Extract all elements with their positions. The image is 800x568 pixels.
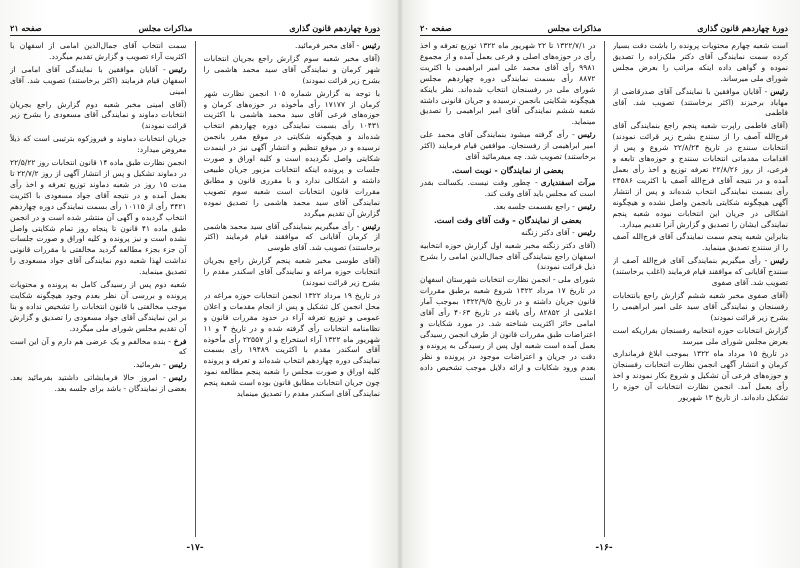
paragraph-text: (آقای امینی مخبر شعبه دوم گزارش راجع بجریان انتخابات دماوند و نمایندگی آقای مسعودی را بشرح زیر قرائت نمودند) — [10, 99, 187, 131]
transcript-paragraph — [420, 41, 596, 128]
paragraph-text: جریان انتخابات دماوند و فیروزکوه بترتیبی است که ذیلاً معروض میدارد: — [10, 134, 187, 155]
right-page-subtitle: دورهٔ چهاردهم قانون گذاری — [697, 23, 788, 33]
speaker-name: رئیس — [168, 360, 187, 370]
column-divider — [195, 41, 196, 537]
paragraph-text: - چطور وقت نیست. بکسالت بقدر است که مجلس باید آقای وقت کند. — [420, 177, 596, 198]
paragraph-text: شعبه دوم پس از رسیدگی کامل به پرونده و محتویات پرونده و بررسی آن نظر بعدم وجود هیچگونه شکایت موجب مخالفتی با قانون انتخابات را تشخیص نداده و بنا بر این نمایندگی آقای جواد مسعودی را تصدیق و گزارش آن تقدیم مجلس شورای ملی میگردد. — [10, 280, 187, 333]
speaker-name: رئیس — [168, 64, 187, 74]
paragraph-text: - آقایان موافقین با نمایندگی آقای امامی از اسفهان قیام فرمایند (اکثر برخاستند) تصویب شد. آقای امینی — [10, 64, 187, 96]
transcript-paragraph — [204, 41, 381, 52]
speaker-interjection — [420, 165, 596, 175]
paragraph-text: (آقای دکتر زنگنه مخبر شعبه اول گزارش حوزه انتخابیه اسفهان راجع بنمایندگی آقای جمال‌الدین امامی را بشرح ذیل قرائت نمودند) — [420, 240, 596, 272]
paragraph-text: - بفرمائید. — [133, 360, 166, 370]
paragraph-text: - آقای مخبر فرمائید. — [294, 41, 360, 50]
left-page-title: مذاکرات مجلس — [138, 23, 193, 33]
paragraph-text: در تاریخ ۱۹ مرداد ۱۳۲۲ انجمن انتخابات حوزه مراغه در محل انجمن کل تشکیل و پس از انجام مقدمات و اعلان عمومی و توزیع تعرفه آراء در حدود مقررات قانون و نظامنامه انتخابات رأی گرفته شده و در تاریخ ۴ و ۱۱ شهریور ماه ۱۳۲۲ آراء استخراج و از ۲۲۵۵۷ رأی مأخوذه آقای اسکندر مقدم با اکثریت ۱۹۴۸۹ رأی بسمت نمایندگی دوره چهاردهم انتخاب شده‌اند و تعرفه و پرونده کلیه اوراق و صورت مجلس را شعبه پنجم مطالعه نمود چون جریان انتخابات مطابق قانون بوده است شعبه پنجم نمایندگی آقای اسکندر مقدم را تصدیق مینماید — [203, 290, 380, 399]
paragraph-text: انجمن نظارت طبق ماده ۱۴ قانون انتخابات روز ۲۲/۵/۲۲ در دماوند تشکیل و پس از انتشار آگهی از روز ۲۲/۷/۲ تا مدت ۱۵ روز در شعبه دماوند توزیع تعرفه و اخذ رأی بعمل آمده و در نتیجه آقای جواد مسعودی با اکثریت ۳۴۲۱ رأی از ۱۰۱۱۵ رأی بسمت نمایندگی دوره چهاردهم انتخاب گردیده و آگهی آن منتشر شده است و در انجمن طبق ماده ۴۱ قانون تا پنجاه روز تمام شکایتی واصل نشده است و نیز پرونده و کلیه اوراق و صورت جلسات آن جزء بجزء مطالعه گردید مخالفتی با مقررات قانونی نداشت لهذا شعبه دوم نمایندگی آقای جواد مسعودی را تصدیق مینماید. — [10, 158, 187, 277]
paragraph-text: - آقای دکتر زنگنه — [521, 227, 575, 237]
left-page-number: صفحه ۲۱ — [10, 23, 42, 33]
right-page-header — [420, 9, 788, 36]
column-divider — [604, 41, 605, 537]
left-page-footer: -۱۷- — [186, 543, 204, 553]
transcript-paragraph — [10, 373, 187, 395]
paragraph-text: (آقای فاطمی راپرت شعبه پنجم راجع بنمایندگی آقای فرج‌الله آصف را از سنندج بشرح زیر قرائت نمودند) انتخابات سنندج در تاریخ ۲۲/۸/۲۴ شروع و پس از اقدامات مقدماتی انتخابات سنندج و حوزه‌های تابعه و فرعی، از روز ۲۲/۸/۲۶ تعرفه توزیع و اخذ رأی بعمل آمده و در نتیجه آقای فرج‌الله آصف با اکثریت ۲۴۵۸۶ رأی بسمت نمایندگی انتخاب شده‌اند و پس از انتشار آگهی هیچگونه شکایتی بانجمن واصل نشده و هیچگونه اشکالی در جریان این انتخابات نبوده شعبه پنجم نمایندگی ایشان را تصدیق و گزارش آنرا تقدیم میدارد. — [612, 121, 788, 229]
transcript-paragraph — [420, 228, 596, 239]
paragraph-text: - رأی میگیریم بنمایندگی آقای سید محمد هاشمی از کرمان آقایانی که موافقند قیام فرمایند (اکثر برخاستند) تصویب شد. آقای طوسی — [203, 221, 380, 253]
paragraph-text: - رأی گرفته میشود بنمایندگی آقای محمد علی امیر ابراهیمی از رفسنجان. موافقین قیام فرمایند (اکثر برخاستند) تصویب شد. چه میفرمائید آقای — [420, 130, 596, 162]
transcript-paragraph — [10, 280, 187, 335]
right-page-right-column — [613, 41, 789, 537]
right-page — [400, 0, 800, 568]
transcript-paragraph — [613, 326, 789, 348]
paragraph-text: (آقای مخبر شعبه سوم گزارش راجع بجریان انتخابات شهر کرمان و نمایندگی آقای سید محمد هاشمی را بشرح زیر قرائت نمودند) — [203, 53, 380, 85]
speaker-name: رئیس — [362, 41, 380, 50]
speaker-name: رئیس — [577, 201, 596, 211]
speaker-name: رئیس — [362, 221, 380, 231]
transcript-paragraph — [204, 222, 381, 255]
paragraph-text: (آقای صفوی مخبر شعبه ششم گزارش راجع بانتخابات رفسنجان و نمایندگی آقای سید علی امیر ابراهیمی را بشرح زیر قرائت نمودند) — [612, 290, 788, 322]
speaker-name: مرآت اسفندیاری — [540, 177, 596, 187]
transcript-paragraph — [10, 360, 187, 371]
paragraph-text: بعضی از نمایندگان - نوبت است. — [451, 164, 564, 175]
right-page-footer: -۱۶- — [595, 543, 613, 553]
transcript-paragraph — [613, 41, 789, 85]
speaker-interjection — [420, 215, 596, 225]
transcript-paragraph — [420, 202, 596, 213]
transcript-paragraph — [204, 256, 381, 289]
paragraph-text: شورای ملی - انجمن نظارت انتخابات شهرستان اسفهان در تاریخ ۱۷ مرداد ۱۳۲۲ شروع شعبه برطبق مقررات قانون جریان داشته و در تاریخ ۱۳۲۲/۹/۵ بموجب آمار اعلامی از ۸۲۸۵۲ رأی یافته در تاریخ ۴۰۶۳ رأی آقای امامی حائز اکثریت شناخته شد. در مورد شکایات و اعتراضات طبق مقررات قانون از طرف انجمن رسیدگی بعمل آمده است شعبه اول پس از رسیدگی به پرونده و دقت در جریان و اعتراضات موجود در پرونده و نظر بعدم ورود شکایات و ارائه دلایل موجب تشخیص داده است — [420, 275, 596, 383]
transcript-paragraph — [613, 256, 789, 289]
paragraph-text: (آقای طوسی مخبر شعبه پنجم گزارش راجع بجریان انتخابات حوزه مراغه و نمایندگی آقای اسکندر مقدم را بشرح زیر قرائت نمودند) — [203, 256, 380, 288]
paragraph-text: - آقایان موافقین با نمایندگی آقای صدرقاضی از مهاباد برخیزند (اکثر برخاستند) تصویب شد. آقای فاطمی — [612, 86, 788, 118]
paragraph-text: است شعبه چهارم محتویات پرونده را باشت دقت بسیار کرده سمت نمایندگی آقای دکتر ملک‌زاده را تصدیق نموده و گواهی داده اینکه مراتب را بعرض مجلس شورای ملی میرساند. — [612, 41, 788, 83]
right-page-number: صفحه ۲۰ — [420, 23, 452, 33]
transcript-paragraph — [420, 275, 596, 384]
transcript-paragraph — [613, 349, 789, 404]
transcript-paragraph — [10, 65, 187, 98]
speaker-name: رئیس — [770, 256, 788, 266]
transcript-paragraph — [204, 54, 381, 87]
speaker-name: رئیس — [168, 373, 187, 383]
paragraph-text: با توجه به گزارش شماره ۱۰۵ انجمن نظارت شهر کرمان از ۱۷۱۷۷ رأی مأخوذه در حوزه‌های کرمان و حوزه‌های فرعی آقای سید محمد هاشمی با اکثریت ۱۰۴۳۱ رأی بسمت نمایندگی دوره چهاردهم انتخاب شده‌اند و هیچگونه شکایتی در موقع مقرر بانجمن نرسیده و در موقع تنظیم و انتشار آگهی نیز در اینمدت شکایتی واصل نگردیده است و کلیه اوراق و صورت جلسات و پرونده اینکه انتخابات مزبور جریان طبیعی داشته و اشکالی ندارد و با مقرری قانون و مطابق مقررات قانون انتخابات است شعبه سوم تصویب نمایندگی آقای سید محمد هاشمی را تصدیق نموده گزارش آن تقدیم میگردد — [203, 88, 380, 218]
transcript-paragraph — [613, 291, 789, 324]
transcript-paragraph — [10, 41, 187, 63]
transcript-paragraph — [420, 178, 596, 200]
paragraph-text: - راجع بقسمت جلسه بعد. — [493, 201, 575, 211]
paragraph-text: - امروز حالا فرمایشاتی داشتید بفرمائید بعد. بعضی از نمایندگان - باشد برای جلسه بعد. — [10, 373, 187, 394]
transcript-paragraph — [10, 337, 187, 359]
transcript-paragraph — [10, 100, 187, 133]
paragraph-text: گزارش انتخابات حوزه انتخابیه رفسنجان بقراریکه است بعرض مجلس شورای ملی میرسد — [612, 325, 788, 346]
speaker-name: رئیس — [577, 227, 596, 237]
paragraph-text: سمت انتخاب آقای جمال‌الدین امامی از اسفهان با اکثریت آراء تصویب و گزارش تقدیم میگردد. — [10, 41, 187, 61]
paragraph-text: در تاریخ ۱۵ مرداد ماه ۱۳۲۲ بموجب ابلاغ فرمانداری کرمان و انتشار آگهی انجمن نظارت انتخابات رفسنجان و حوزه‌های فرعی آن تشکیل و شروع بکار نمودند و اخذ رأی بعمل آمد. انجمن نظارت انتخابات آن حوزه را تشکیل داده‌اند. از تاریخ ۱۳ شهریور — [612, 349, 788, 403]
transcript-paragraph — [420, 130, 596, 163]
transcript-paragraph — [10, 158, 187, 278]
transcript-paragraph — [420, 241, 596, 274]
speaker-name: فرخ — [173, 336, 187, 346]
paragraph-text: - رأی میگیریم بنمایندگی آقای فرج‌الله آصف از سنندج آقایانی که موافقند قیام فرمایند (اغلب برخاستند) تصویب شد. آقای صفوی — [612, 256, 788, 288]
transcript-paragraph — [204, 291, 381, 400]
right-page-left-column — [420, 41, 596, 537]
transcript-paragraph — [613, 121, 789, 230]
transcript-paragraph — [10, 134, 187, 156]
transcript-paragraph — [204, 89, 381, 220]
right-page-title: مذاکرات مجلس — [547, 23, 602, 33]
transcript-paragraph — [613, 232, 789, 254]
paragraph-text: بعضی از نمایندگان - وقت آقای وقت است. — [433, 214, 582, 225]
transcript-paragraph — [613, 87, 789, 120]
speaker-name: رئیس — [770, 86, 788, 96]
left-page-right-column — [204, 41, 381, 537]
paragraph-text: بنابراین شعبه پنجم سمت نمایندگی آقای فرج‌الله آصف را از سنندج تصدیق مینماید. — [612, 232, 788, 253]
paragraph-text: - بنده مخالفم و یک عرضی هم دارم و آن این است که — [10, 336, 187, 357]
paragraph-text: در ۱۳۲۲/۷/۱ تا ۲۲ شهریور ماه ۱۳۲۲ توزیع تعرفه و اخذ رأی در حوزه‌های اصلی و فرعی بعمل آمده و از مجموع ۹۹۸۱ رأی آقای محمد علی امیر ابراهیمی با اکثریت ۸۸۷۲ رأی بسمت نمایندگی دوره چهاردهم مجلس شورای ملی در رفسنجان انتخاب شده‌اند. نظر باینکه هیچگونه شکایتی بانجمن نرسیده و جریان قانونی داشته شعبه ششم نمایندگی آقای امیر ابراهیمی را تصدیق مینماید. — [420, 41, 596, 127]
left-page-header — [10, 9, 380, 36]
speaker-name: رئیس — [577, 130, 596, 140]
left-page-left-column — [10, 41, 187, 537]
left-page-subtitle: دورهٔ چهاردهم قانون گذاری — [289, 23, 380, 33]
